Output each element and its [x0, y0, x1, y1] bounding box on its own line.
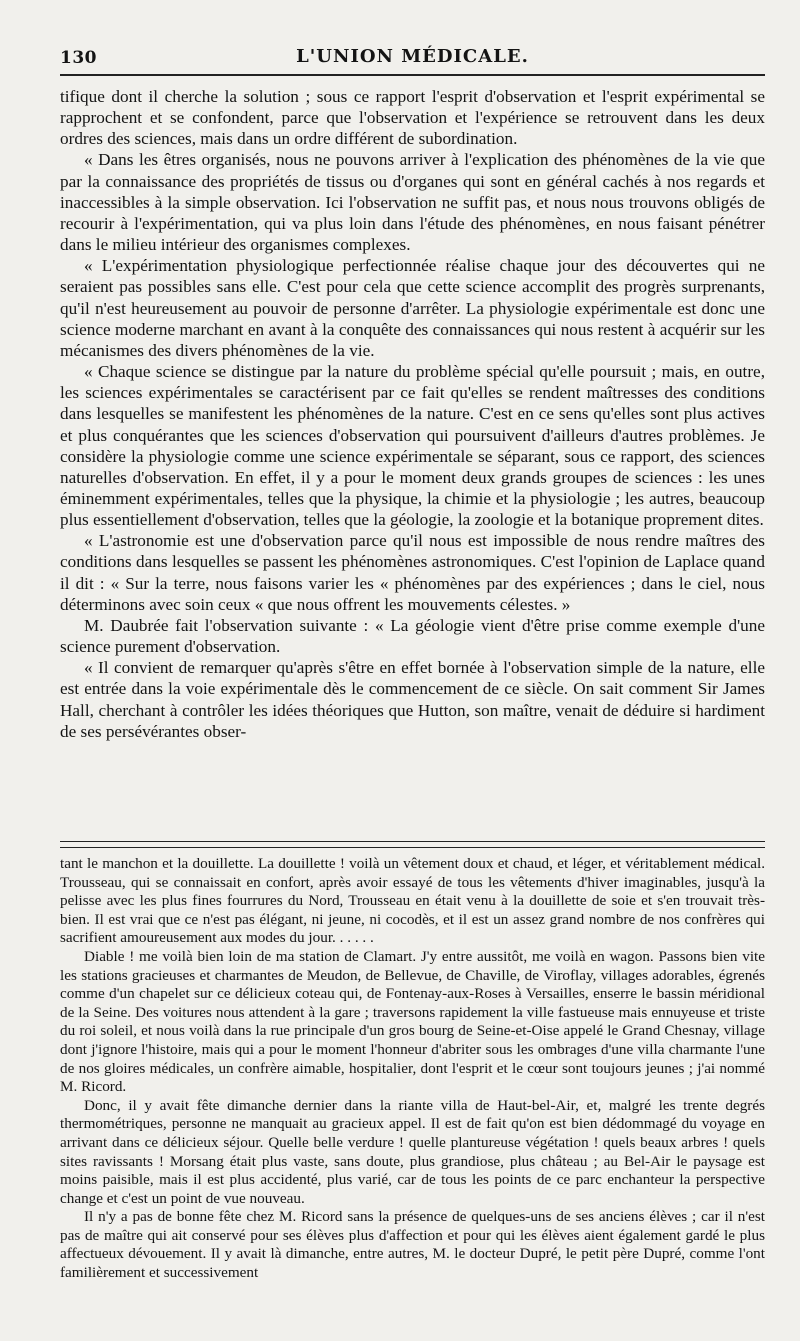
feuilleton-paragraph: Il n'y a pas de bonne fête chez M. Ricord sans la présence de quelques-uns de ses anciens élèves ; car il n'est pas de maître qui ait conservé pour ses élèves plus d'affection et pour qui les élèves aient également gardé le plus affectueux dévouement. Il y avait là dimanche, entre autres, M. le docteur Dupré, le petit père Dupré, comme l'ont familièrement et successivement	[60, 1208, 765, 1282]
main-paragraph: « Dans les êtres organisés, nous ne pouvons arriver à l'explication des phénomènes de la vie que par la connaissance des propriétés de tissus ou d'organes qui sont en général cachés à nos regards et inaccessibles à la simple observation. Ici l'observation ne suffit pas, et nous nous trouvons obligés de recourir à l'expérimentation, qui va plus loin dans l'étude des phénomènes, en nous faisant pénétrer dans le milieu intérieur des organismes complexes.	[60, 150, 765, 255]
main-paragraph: « Chaque science se distingue par la nature du problème spécial qu'elle poursuit ; mais, en outre, les sciences expérimentales se caractérisent par ce fait qu'elles se rendent maîtresses des conditions dans lesquelles se manifestent les phénomènes de la nature. C'est en ce sens qu'elles sont plus actives et plus conquérantes que les sciences d'observation qui poursuivent d'ailleurs d'autres problèmes. Je considère la physiologie comme une science expérimentale se séparant, sous ce rapport, des sciences naturelles d'observation. En effet, il y a pour le moment deux grands groupes de sciences : les unes éminemment expérimentales, telles que la physique, la chimie et la physiologie ; les autres, beaucoup plus essentiellement d'observation, telles que la géologie, la zoologie et la botanique proprement dites.	[60, 362, 765, 530]
feuilleton-paragraph: Donc, il y avait fête dimanche dernier dans la riante villa de Haut-bel-Air, et, malgré les trente degrés thermométriques, personne ne manquait au gracieux appel. Il est de fait qu'on est bien dédommagé du voyage en arrivant dans ce délicieux séjour. Quelle belle verdure ! quelle plantureuse végétation ! quels beaux arbres ! quels sites ravissants ! Morsang était plus vaste, sans doute, plus grandiose, plus château ; au Bel-Air le paysage est moins paisible, mais il est plus accidenté, plus varié, car de tous les points de ce parc enchanteur la perspective change et c'est un point de vue nouveau.	[60, 1096, 765, 1207]
feuilleton-section	[60, 855, 765, 1283]
page-header	[60, 44, 765, 74]
journal-title: L'UNION MÉDICALE.	[296, 46, 529, 67]
page-number: 130	[60, 48, 97, 68]
main-paragraph: M. Daubrée fait l'observation suivante : « La géologie vient d'être prise comme exemple d'une science purement d'observation.	[60, 615, 765, 657]
feuilleton-divider	[60, 841, 765, 848]
main-article	[60, 86, 765, 742]
main-paragraph: tifique dont il cherche la solution ; sous ce rapport l'esprit d'observation et l'esprit expérimental se rapprochent et se confondent, parce que l'observation et l'expérience se retrouvent dans les deux ordres des sciences, mais dans un ordre différent de subordination.	[60, 87, 765, 149]
feuilleton-paragraph: tant le manchon et la douillette. La douillette ! voilà un vêtement doux et chaud, et léger, et véritablement médical. Trousseau, qui se connaissait en confort, après avoir essayé de tous les vêtements d'hiver imaginables, jusqu'à la pelisse avec les plus fines fourrures du Nord, Trousseau en était venu à la douillette de soie et s'en trouvait très-bien. Il est vrai que ce n'est pas élégant, ni jeune, ni cocodès, et il est un assez grand nombre de nos confrères qui sacrifient amoureusement aux modes du jour. . . . . .	[60, 855, 765, 947]
header-rule	[60, 74, 765, 76]
main-paragraph: « L'expérimentation physiologique perfectionnée réalise chaque jour des découvertes qui ne seraient pas possibles sans elle. C'est pour cela que cette science accomplit des progrès surprenants, qu'il n'est heureusement au pouvoir de personne d'arrêter. La physiologie expérimentale est donc une science moderne marchant en avant à la conquête des connaissances qui nous restent à acquérir sur les mécanismes des divers phénomènes de la vie.	[60, 256, 765, 360]
main-paragraph: « Il convient de remarquer qu'après s'être en effet bornée à l'observation simple de la nature, elle est entrée dans la voie expérimentale dès le commencement de ce siècle. On sait comment Sir James Hall, cherchant à contrôler les idées théoriques que Hutton, son maître, venait de déduire si hardiment de ses persévérantes obser-	[60, 658, 765, 741]
main-paragraph: « L'astronomie est une d'observation parce qu'il nous est impossible de nous rendre maîtres des conditions dans lesquelles se passent les phénomènes astronomiques. C'est l'opinion de Laplace quand il dit : « Sur la terre, nous faisons varier les « phénomènes par des expériences ; dans le ciel, nous déterminons avec soin ceux « que nous offrent les mouvements célestes. »	[60, 531, 765, 614]
feuilleton-paragraph: Diable ! me voilà bien loin de ma station de Clamart. J'y entre aussitôt, me voilà en wagon. Passons bien vite les stations gracieuses et charmantes de Meudon, de Bellevue, de Chaville, de Viroflay, villages adorables, égrenés comme d'un chapelet sur ce délicieux coteau qui, de Fontenay-aux-Roses à Versailles, enserre le bassin méridional de la Seine. Des voitures nous attendent à la gare ; traversons rapidement la ville fastueuse mais ennuyeuse et triste du roi soleil, et nous voilà dans la rue principale d'un gros bourg de Seine-et-Oise appelé le Grand Chesnay, village dont j'ignore l'histoire, mais qui a pour le moment l'honneur d'abriter sous les ombrages d'une villa charmante l'une de nos gloires médicales, un confrère aimable, hospitalier, dont l'esprit et le cœur sont toujours jeunes ; j'ai nommé M. Ricord.	[60, 947, 765, 1096]
